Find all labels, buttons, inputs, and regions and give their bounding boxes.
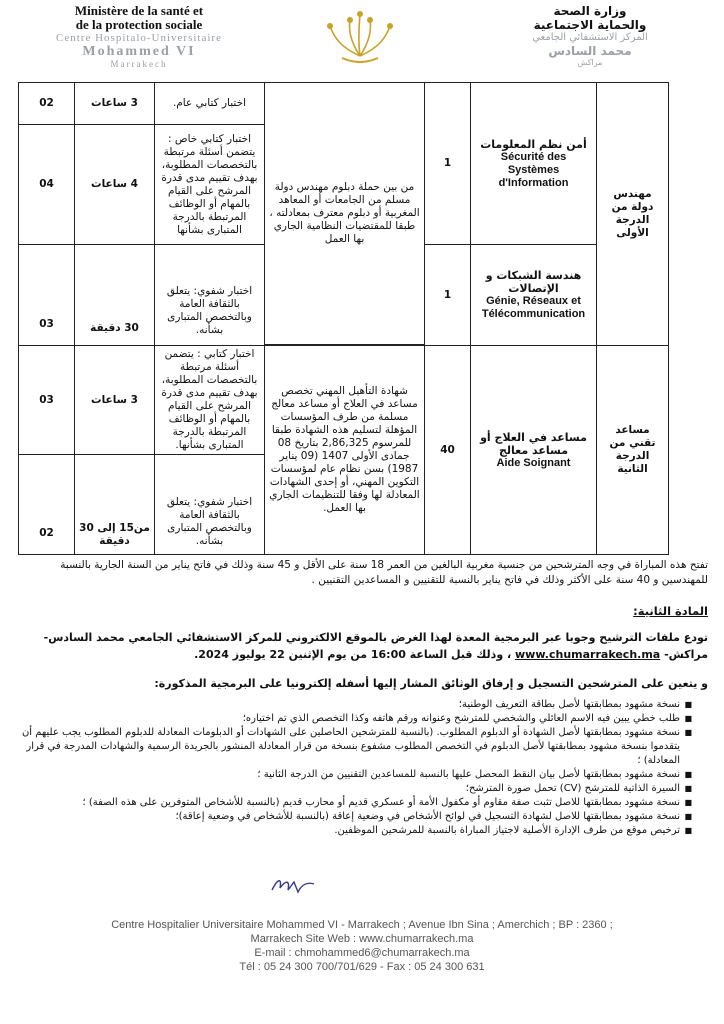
coefficient-cell: 03 — [19, 346, 75, 455]
coefficient-cell: 03 — [19, 245, 75, 346]
bullet-icon: ■ — [684, 770, 692, 779]
footer — [0, 918, 724, 974]
conditions-aide: شهادة التأهيل المهني تخصص مساعد في العلاج أو مساعد معالج مسلمة من طرف المؤسسات المؤهلة لتسليم هذه الشهادة طبقا للمرسوم 2,86,325 بتاريخ 08 جمادى الأولى 1407 (09 يناير 1987) بسن نظام عام لمؤسسات التكوين المهني، أو إحدى الشهادات المعادلة لها وفقا للتنظيمات الجاري بها العمل. — [265, 346, 425, 555]
city-ar: مراكش — [577, 58, 603, 67]
list-item: ■ طلب خطي يبين فيه الاسم العائلي والشخصي للمترشح وعنوانه ورقم هاتفه وكذا التخصص الذي تم اختياره؛ — [242, 713, 692, 724]
ministry-name-fr-1: Ministère de la santé et — [74, 3, 204, 18]
specialty-fr: Génie, Réseaux et Télécommunication — [481, 295, 586, 320]
specialty-ar: هندسة الشبكات و الإتصالات — [485, 269, 582, 295]
conditions-engineer: من بين حملة دبلوم مهندس دولة مسلم من الجامعات أو المعاهد المغربية أو دبلوم معترف بمعادلته ، طبقا للمقتضيات النظامية الجاري بها العمل — [265, 83, 425, 345]
chu-mohammed-fr: Mohammed VI — [82, 44, 196, 59]
coefficient-cell: 02 — [19, 455, 75, 555]
coefficient-cell: 04 — [19, 125, 75, 245]
signature-icon — [268, 874, 318, 896]
specialty-security — [471, 83, 597, 245]
exam-oral: اختبار شفوي: يتعلق بالثقافة العامة وبالتخصص المتبارى بشأنه. — [155, 245, 265, 346]
bullet-icon: ■ — [684, 714, 692, 723]
seats-cell: 1 — [425, 83, 471, 245]
specialty-fr: Aide Soignant — [496, 456, 571, 469]
header-arabic — [470, 4, 710, 68]
city-fr: Marrakech — [110, 59, 168, 69]
coefficient-cell: 02 — [19, 83, 75, 125]
age-paragraph: تفتح هذه المباراة في وجه المترشحين من جنسية مغربية البالغين من العمر 18 سنة على الأقل و 45 سنة وذلك في فاتح يناير من السنة الجارية بالنسبة للمهندسين و 40 سنة على الأكثر وذلك في فاتح يناير بالنسبة للتقنيين و المساعدين التقنيين . — [60, 559, 708, 586]
specialty-ar: مساعد في العلاج أو مساعد معالج — [480, 430, 587, 457]
list-item: ■ نسخة مشهود بمطابقتها للاصل تثبت صفة مقاوم أو مكفول الأمة أو عسكري قديم أو محارب قديم (بالنسبة للأشخاص المتوفرين على هذه الصفة) ؛ — [82, 797, 692, 808]
grade-aide: مساعد تقني من الدرجة الثانية — [597, 346, 669, 555]
duration-cell: 3 ساعات — [75, 346, 155, 455]
footer-email: E-mail : chmohammed6@chumarrakech.ma — [254, 947, 470, 959]
duration-cell: 4 ساعات — [75, 125, 155, 245]
exam-written-general: اختبار كتابي عام. — [155, 83, 265, 125]
duration-cell: 30 دقيقة — [75, 245, 155, 346]
chu-mohammed-ar: محمد السادس — [548, 44, 632, 58]
bullet-icon: ■ — [684, 784, 692, 793]
documents-list — [18, 698, 708, 838]
specialty-fr: Sécurité des Systèmes d'Information — [498, 150, 569, 189]
ministry-name-ar-2: والحماية الاجتماعية — [533, 18, 647, 32]
bullet-icon: ■ — [684, 812, 692, 821]
specialty-aide — [471, 346, 597, 555]
seats-cell: 1 — [425, 245, 471, 346]
duration-cell: 3 ساعات — [75, 83, 155, 125]
seats-cell: 40 — [425, 346, 471, 555]
table-row — [19, 83, 669, 125]
website-link[interactable]: www.chumarrakech.ma — [515, 648, 661, 661]
ministry-name-ar-1: وزارة الصحة — [553, 4, 627, 18]
deposit-line-2: ، وذلك قبل الساعة 16:00 من يوم الإثنين 22 يوليوز 2024. — [194, 648, 512, 661]
exam-oral: اختبار شفوي: يتعلق بالثقافة العامة وبالتخصص المتبارى بشأنه. — [155, 455, 265, 555]
list-item: ■ نسخة مشهود بمطابقتها لأصل بيان النقط المحصل عليها بالنسبة للمساعدين التقنيين من الدرجة الثانية ؛ — [257, 769, 692, 780]
bullet-icon: ■ — [684, 700, 692, 709]
exam-written: اختبار كتابي : يتضمن أسئلة مرتبطة بالتخصصات المطلوبة، بهدف تقييم مدى قدرة المرشح على القيام بالمهام أو الوظائف المرتبطة بالدرجة المتبارى بشأنها. — [155, 346, 265, 455]
list-item: ■ ترخيص موقع من طرف الإدارة الأصلية لاجتياز المباراة بالنسبة للمرشحين الموظفين. — [334, 825, 692, 836]
footer-website: Marrakech Site Web : www.chumarrakech.ma — [250, 933, 474, 945]
bullet-icon: ■ — [684, 826, 692, 835]
list-item: ■ السيرة الذاتية للمترشح (CV) تحمل صورة المترشح؛ — [465, 783, 692, 794]
article-2 — [18, 604, 708, 838]
competition-table — [18, 82, 669, 555]
bullet-icon: ■ — [684, 798, 692, 807]
ministry-name-fr-2: de la protection sociale — [75, 17, 203, 32]
chu-logo-icon — [312, 6, 408, 66]
specialty-networks — [471, 245, 597, 346]
footer-address: Centre Hospitalier Universitaire Mohammed VI - Marrakech ; Avenue Ibn Sina ; Amerchich ; BP : 2360 ; — [111, 919, 613, 931]
specialty-ar: أمن نظم المعلومات — [480, 137, 587, 151]
footer-phone: Tél : 05 24 300 700/701/629 - Fax : 05 24 300 631 — [239, 961, 485, 973]
instruction-line: و يتعين على المترشحين التسجيل و إرفاق الوثائق المشار إليها أسفله إلكترونيا على البرمجية المذكورة: — [154, 677, 708, 690]
deposit-line-1: تودع ملفات الترشيح وجوبا عبر البرمجية المعدة لهذا الغرض بالموقع الالكتروني للمركز الاستشفائي الجامعي محمد السادس-مراكش- — [43, 631, 708, 661]
article-2-title: المادة الثانية: — [633, 604, 708, 618]
list-item: ■ نسخة مشهود بمطابقتها لأصل الشهادة أو الدبلوم المطلوب. (بالنسبة للمترشحين الحاصلين على الشهادات أو الدبلومات المعادلة للدبلوم المطلوب يجب عليهم أن يتقدموا بنسخة مشهود بمطابقتها لأصل الدبلوم في التخصص المطلوب مشفوع بنسخة من قرار المعادلة المنشور بالجريدة الرسمية والشهادات المدرجة في قرار المعادلة) ؛ — [21, 727, 692, 766]
table-row — [19, 346, 669, 455]
exam-written-special: اختبار كتابي خاص : يتضمن أسئلة مرتبطة بالتخصصات المطلوبة، بهدف تقييم مدى قدرة المرشح على القيام بالمهام أو الوظائف المرتبطة بالدرجة المتبارى بشأنها — [155, 125, 265, 245]
chu-name-ar: المركز الاستشفائي الجامعي — [532, 32, 648, 43]
header-french — [14, 4, 264, 69]
list-item: ■ نسخة مشهود بمطابقتها للاصل لشهادة التسجيل في لوائح الأشخاص في وضعية إعاقة (بالنسبة للأشخاص في وضعية إعاقة)؛ — [175, 811, 692, 822]
deposit-paragraph — [18, 629, 708, 663]
bullet-icon: ■ — [684, 728, 692, 737]
duration-cell: من15 إلى 30 دقيقة — [75, 455, 155, 555]
chu-name-fr: Centre Hospitalo-Universitaire — [56, 32, 222, 44]
grade-engineer: مهندس دولة من الدرجة الأولى — [597, 83, 669, 346]
list-item: ■ نسخة مشهود بمطابقتها لأصل بطاقة التعريف الوطنية؛ — [458, 699, 692, 710]
